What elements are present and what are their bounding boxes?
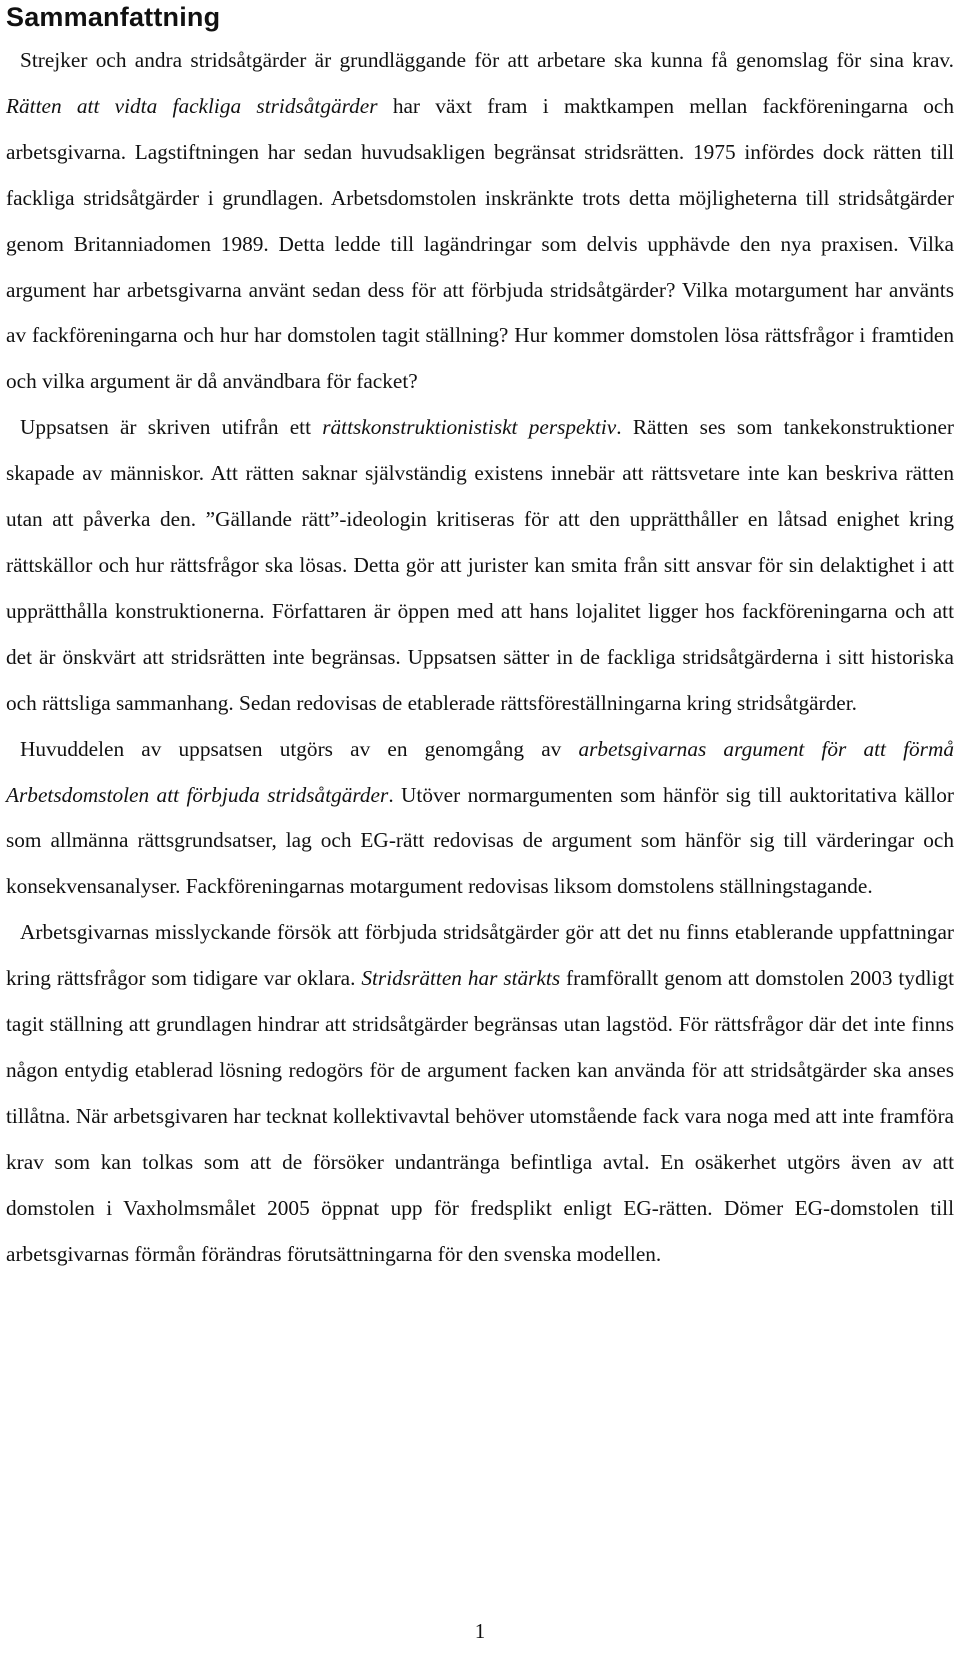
paragraph-2	[6, 405, 954, 726]
paragraph-1-text-1: Strejker och andra stridsåtgärder är grundläggande för att arbetare ska kunna få genomslag för sina krav.	[20, 48, 954, 72]
paragraph-1-emphasis: Rätten att vidta fackliga stridsåtgärder	[6, 93, 378, 118]
document-page	[6, 0, 954, 1660]
paragraph-2-text-1: Uppsatsen är skriven utifrån ett	[20, 415, 323, 440]
paragraph-2-emphasis: rättskonstruktionistiskt perspektiv	[322, 415, 617, 440]
paragraph-3-text-2: . Utöver normargumenten som hänför sig till auktoritativa källor som allmänna rättsgrundsatser, lag och EG-rätt redovisas de argument som hänför sig till värderingar och konsekvensanalyser. Fackföreningarnas motargument redovisas liksom domstolens ställningstagande.	[6, 782, 954, 899]
paragraph-2-text-2: . Rätten ses som tankekonstruktioner skapade av människor. Att rätten saknar självständig existens innebär att rättsvetare inte kan beskriva rätten utan att påverka den. ”Gällande rätt”-ideologin kritiseras för att den upprätthåller en låtsad enighet kring rättskällor och hur rättsfrågor ska lösas. Detta gör att jurister kan smita från sitt ansvar för sin delaktighet i att upprätthålla konstruktionerna. Författaren är öppen med att hans lojalitet ligger hos fackföreningarna och att det är önskvärt att stridsrätten inte begränsas. Uppsatsen sätter in de fackliga stridsåtgärderna i sitt historiska och rättsliga sammanhang. Sedan redovisas de etablerade rättsföreställningarna kring stridsåtgärder.	[6, 415, 955, 715]
paragraph-4-emphasis: Stridsrätten har stärkts	[361, 966, 561, 991]
paragraph-4-text-1: Arbetsgivarnas misslyckande försök att förbjuda stridsåtgärder gör att det nu finns etablerande uppfattningar kring rättsfrågor som tidigare var oklara.	[6, 920, 954, 991]
paragraph-1-text-2: har växt fram i maktkampen mellan fackföreningarna och arbetsgivarna. Lagstiftningen har sedan huvudsakligen begränsat stridsrätten. 1975 infördes dock rätten till fackliga stridsåtgärder i grundlagen. Arbetsdomstolen inskränkte trots detta möjligheterna till stridsåtgärder genom Britanniadomen 1989. Detta ledde till lagändringar som delvis upphävde den nya praxisen. Vilka argument har arbetsgivarna använt sedan dess för att förbjuda stridsåtgärder? Vilka motargument har använts av fackföreningarna och hur har domstolen tagit ställning? Hur kommer domstolen lösa rättsfrågor i framtiden och vilka argument är då användbara för facket?	[6, 93, 954, 394]
paragraph-1	[6, 38, 954, 405]
paragraph-3-text-1: Huvuddelen av uppsatsen utgörs av en genomgång av	[20, 736, 579, 761]
page-title: Sammanfattning	[6, 2, 221, 32]
page-number: 1	[474, 1619, 486, 1643]
paragraph-4-text-2: framförallt genom att domstolen 2003 tydligt tagit ställning att grundlagen hindrar att stridsåtgärder begränsas utan lagstöd. För rättsfrågor där det inte finns någon entydig etablerad lösning redogörs för de argument facken kan använda för att stridsåtgärder ska anses tillåtna. När arbetsgivaren har tecknat kollektivavtal behöver utomstående fack vara noga med att inte framföra krav som kan tolkas som att de försöker undantränga befintliga avtal. En osäkerhet utgörs även av att domstolen i Vaxholmsmålet 2005 öppnat upp för fredsplikt enligt EG-rätten. Dömer EG-domstolen till arbetsgivarnas förmån förändras förutsättningarna för den svenska modellen.	[6, 966, 954, 1266]
paragraph-4	[6, 910, 954, 1277]
paragraph-3-emphasis: arbetsgivarnas argument för att förmå Arbetsdomstolen att förbjuda stridsåtgärder	[6, 736, 954, 807]
paragraph-3	[6, 727, 954, 911]
